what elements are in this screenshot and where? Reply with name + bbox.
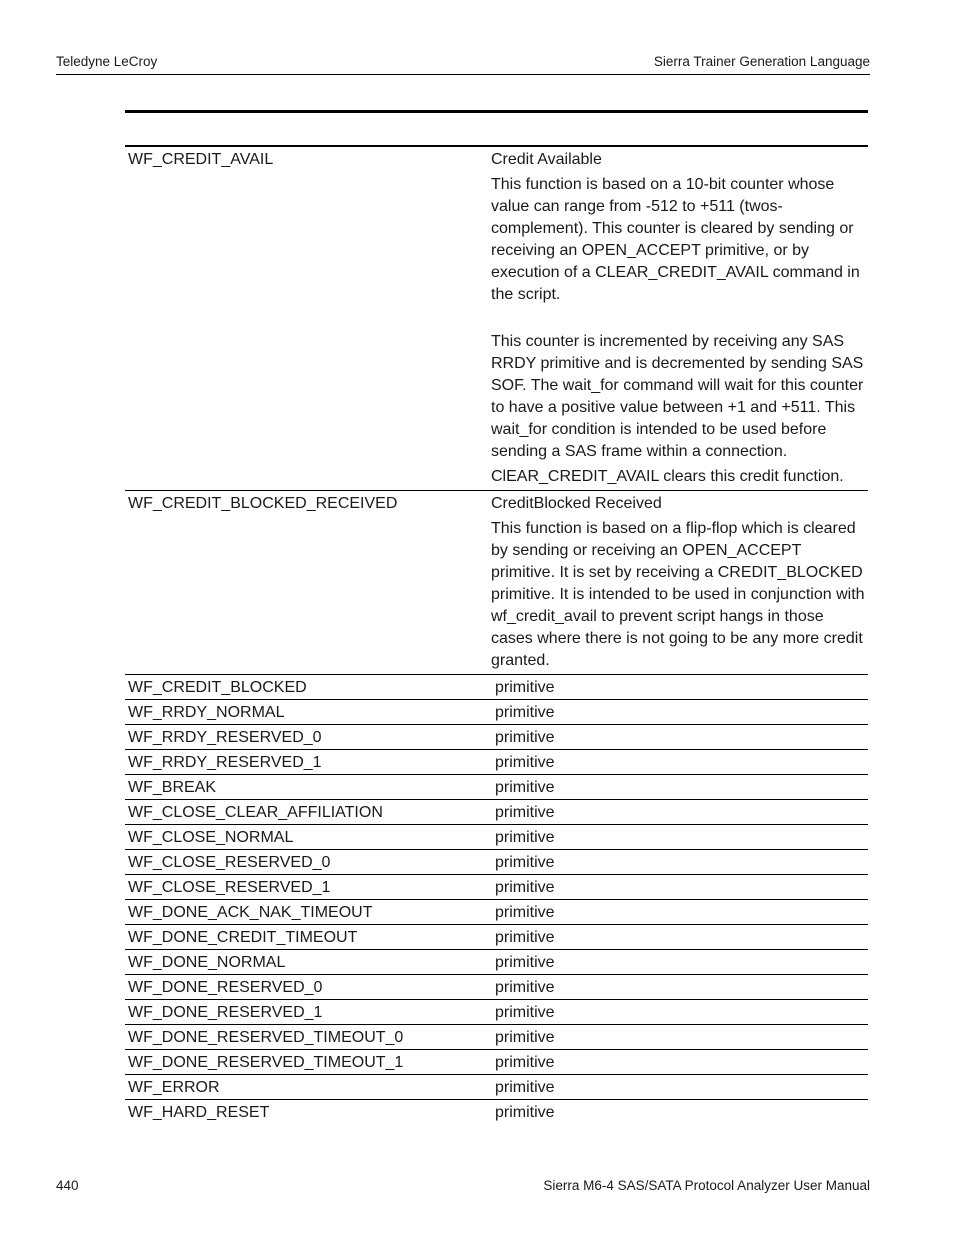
row-name: WF_BREAK [128,779,217,796]
row-description: primitive [495,704,555,721]
table-row [125,750,868,775]
row-name: WF_DONE_RESERVED_0 [128,979,323,996]
desc-title: Credit Available [491,151,602,168]
table-row [125,491,868,675]
row-name: WF_DONE_CREDIT_TIMEOUT [128,929,358,946]
page-header [56,52,870,75]
row-description: primitive [495,854,555,871]
table-row [125,675,868,700]
row-name: WF_DONE_RESERVED_TIMEOUT_1 [128,1054,404,1071]
table-row [125,900,868,925]
row-description: primitive [495,929,555,946]
table-row [125,950,868,975]
row-description: primitive [495,754,555,771]
row-description: primitive [495,1054,555,1071]
desc-title: CreditBlocked Received [491,495,662,512]
row-description: primitive [495,954,555,971]
row-name: WF_CREDIT_AVAIL [128,151,274,168]
row-name: WF_CREDIT_BLOCKED [128,679,307,696]
table-row [125,825,868,850]
page-number: 440 [56,1178,79,1193]
table-row [125,700,868,725]
desc-paragraph: ClEAR_CREDIT_AVAIL clears this credit function. [491,468,844,485]
row-description: primitive [495,1029,555,1046]
row-name: WF_CLOSE_RESERVED_0 [128,854,331,871]
row-name: WF_DONE_RESERVED_1 [128,1004,323,1021]
row-name: WF_RRDY_RESERVED_0 [128,729,322,746]
row-description: primitive [495,1004,555,1021]
desc-paragraph: This function is based on a flip-flop which is cleared by sending or receiving an OPEN_ACCEPT primitive. It is set by receiving a CREDIT_BLOCKED primitive. It is intended to be used in conjunction with wf_credit_avail to prevent script hangs in those cases where there is not going to be any more credit granted. [491,520,865,669]
row-description: primitive [495,779,555,796]
row-description [491,491,868,674]
row-name: WF_DONE_NORMAL [128,954,286,971]
row-name: WF_CLOSE_RESERVED_1 [128,879,331,896]
row-description: primitive [495,804,555,821]
row-name: WF_CLOSE_CLEAR_AFFILIATION [128,804,383,821]
row-description: primitive [495,1104,555,1121]
table-row [125,925,868,950]
table-row [125,850,868,875]
definitions-table [125,145,868,1124]
row-name: WF_HARD_RESET [128,1104,270,1121]
table-row [125,1000,868,1025]
footer-title: Sierra M6-4 SAS/SATA Protocol Analyzer User Manual [543,1178,870,1193]
table-row [125,975,868,1000]
table-row [125,725,868,750]
table-row [125,147,868,491]
row-description: primitive [495,979,555,996]
row-name: WF_ERROR [128,1079,220,1096]
row-name: WF_DONE_ACK_NAK_TIMEOUT [128,904,373,921]
row-description [491,147,868,490]
row-description: primitive [495,679,555,696]
row-name: WF_CLOSE_NORMAL [128,829,294,846]
desc-paragraph: This counter is incremented by receiving any SAS RRDY primitive and is decremented by sending SAS SOF. The wait_for command will wait for this counter to have a positive value between +1 and +511. This wait_for condition is intended to be used before sending a SAS frame within a connection. [491,333,864,460]
table-row [125,1025,868,1050]
row-name: WF_CREDIT_BLOCKED_RECEIVED [128,495,398,512]
table-row [125,875,868,900]
table-row [125,800,868,825]
row-description: primitive [495,729,555,746]
row-name: WF_DONE_RESERVED_TIMEOUT_0 [128,1029,404,1046]
table-row [125,1050,868,1075]
row-description: primitive [495,904,555,921]
row-name: WF_RRDY_NORMAL [128,704,285,721]
header-right-text: Sierra Trainer Generation Language [653,54,870,69]
row-description: primitive [495,879,555,896]
table-top-rule [125,110,868,113]
table-row [125,1075,868,1100]
header-left-text: Teledyne LeCroy [56,54,158,69]
table-row [125,1100,868,1124]
row-description: primitive [495,829,555,846]
row-name: WF_RRDY_RESERVED_1 [128,754,322,771]
desc-paragraph: This function is based on a 10-bit counter whose value can range from -512 to +511 (twos-complement). This counter is cleared by sending or receiving an OPEN_ACCEPT primitive, or by execution of a CLEAR_CREDIT_AVAIL command in the script. [491,176,860,303]
table-row [125,775,868,800]
row-description: primitive [495,1079,555,1096]
